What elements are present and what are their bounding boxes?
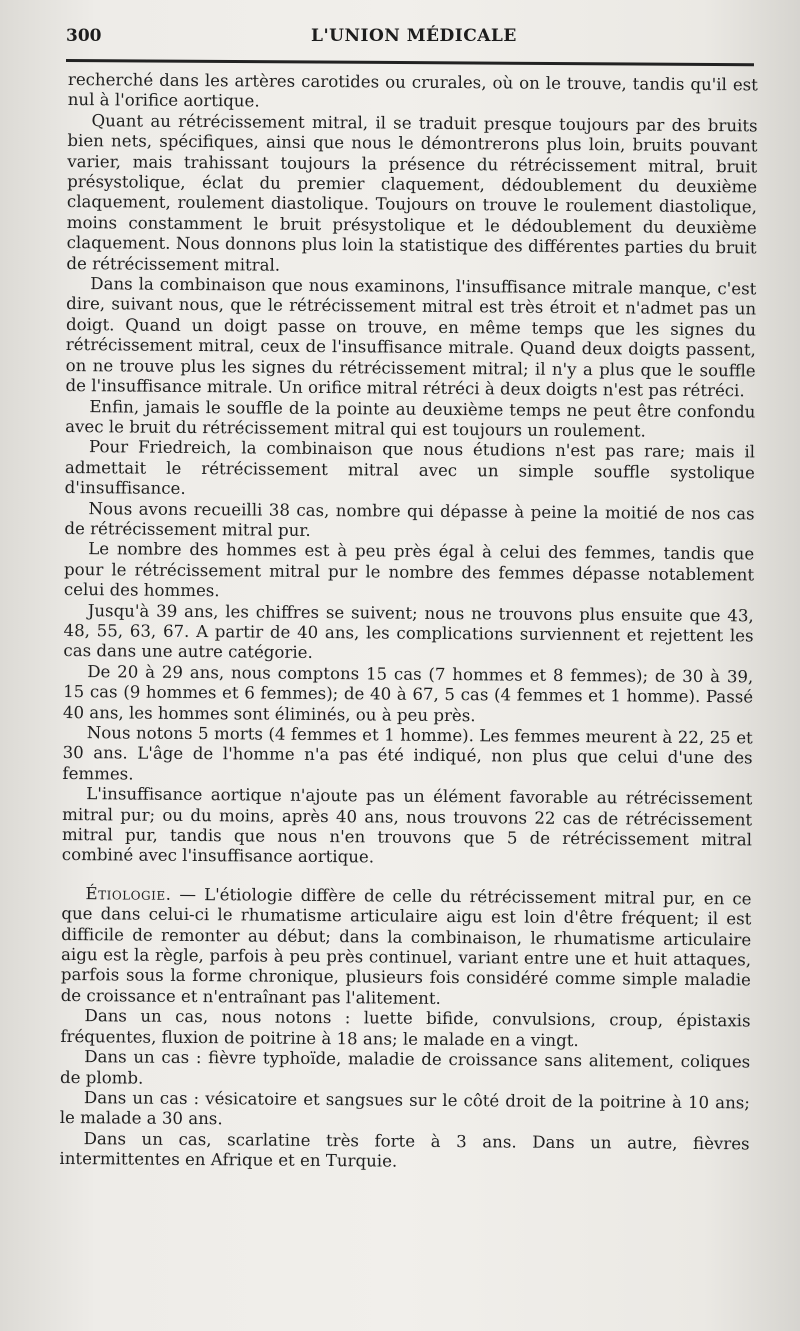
case-paragraph: Dans un cas, scarlatine très forte à 3 ans. Dans un autre, fièvres intermittentes en Afrique et en Turquie. <box>59 1128 750 1171</box>
paragraph: Enfin, jamais le souffle de la pointe au deuxième temps ne peut être confondu avec le bruit du rétrécissement mitral qui est toujours un roulement. <box>65 396 756 441</box>
header-rule <box>66 59 754 66</box>
etiology-heading: Étiologie. <box>85 884 172 904</box>
case-paragraph: Dans un cas, nous notons : luette bifide, convulsions, croup, épistaxis fréquentes, fluxion de poitrine à 18 ans; le malade en a vingt. <box>60 1006 751 1050</box>
paragraph: Le nombre des hommes est à peu près égal à celui des femmes, tandis que pour le rétrécissement mitral pur le nombre des femmes dépasse notablement celui des hommes. <box>63 539 755 601</box>
case-paragraph: Dans un cas : fièvre typhoïde, maladie de croissance sans alitement, coliques de plomb. <box>60 1047 751 1088</box>
paragraph: L'insuffisance aortique n'ajoute pas un élément favorable au rétrécissement mitral pur; ou du moins, après 40 ans, nous trouvons 22 cas de rétrécissement mitral pur, tandis que nous n'en trouvons que 5 de rétrécissement mitral combiné avec l'insuffisance aortique. <box>61 784 753 867</box>
running-title: L'UNION MÉDICALE <box>311 26 517 46</box>
paragraph: De 20 à 29 ans, nous comptons 15 cas (7 hommes et 8 femmes); de 30 à 39, 15 cas (9 hommes et 6 femmes); de 40 à 67, 5 cas (4 femmes et 1 homme). Passé 40 ans, les hommes sont éliminés, ou à peu près. <box>62 661 754 725</box>
paragraph: recherché dans les artères carotides ou crurales, où on le trouve, tandis qu'il est nul à l'orifice aortique. <box>67 70 758 111</box>
paragraph: Dans la combinaison que nous examinons, l'insuffisance mitrale manque, c'est dire, suivant nous, que le rétrécissement mitral est très étroit et n'admet pas un doigt. Quand un doigt passe on trouve, en même temps que les signes du rétrécissement mitral, ceux de l'insuffisance mitrale. Quand deux doigts passent, on ne trouve plus les signes du rétrécissement mitral; il n'y a plus que le souffle de l'insuffisance mitrale. Un orifice mitral rétréci à deux doigts n'est pas rétréci. <box>65 274 757 401</box>
paragraph: Nous notons 5 morts (4 femmes et 1 homme). Les femmes meurent à 22, 25 et 30 ans. L'âge de l'homme n'a pas été indiqué, non plus que celui d'une des femmes. <box>62 723 753 784</box>
paragraph: Pour Friedreich, la combinaison que nous étudions n'est pas rare; mais il admettait le rétrécissement mitral avec un simple souffle systolique d'insuffisance. <box>64 437 756 499</box>
paragraph: Jusqu'à 39 ans, les chiffres se suivent; nous ne trouvons plus ensuite que 43, 48, 55, 63, 67. A partir de 40 ans, les complications surviennent et rejettent les cas dans une autre catégorie. <box>63 600 754 663</box>
case-paragraph: Dans un cas : vésicatoire et sangsues sur le côté droit de la poitrine à 10 ans; le malade a 30 ans. <box>59 1088 750 1129</box>
paragraph: Nous avons recueilli 38 cas, nombre qui dépasse à peine la moitié de nos cas de rétrécissement mitral pur. <box>64 498 755 540</box>
page-number: 300 <box>66 26 102 46</box>
paragraph: Quant au rétrécissement mitral, il se traduit presque toujours par des bruits bien nets, spécifiques, ainsi que nous le démontrerons plus loin, bruits pouvant varier, mais trahissant toujours la présence du rétrécissement mitral, bruit présystolique, éclat du premier claquement, dédoublement du deuxième claquement, roulement diastolique. Toujours on trouve le roulement diastolique, moins constamment le bruit présystolique et le dédoublement du deuxième claquement. Nous donnons plus loin la statistique des différentes parties du bruit de rétrécissement mitral. <box>66 110 758 275</box>
etiology-paragraph <box>61 884 752 1012</box>
etiology-text: — L'étiologie diffère de celle du rétrécissement mitral pur, en ce que dans celui-ci le rhumatisme articulaire aigu est loin d'être fréquent; il est difficile de remonter au début; dans la combinaison, le rhumatisme articulaire aigu est la règle, parfois à peu près continuel, variant entre une et huit attaques, parfois sous la forme chronique, plusieurs fois considéré comme simple maladie de croissance et n'entraînant pas l'alitement. <box>60 884 752 1008</box>
body-text <box>59 70 758 1175</box>
page-header <box>66 26 756 56</box>
